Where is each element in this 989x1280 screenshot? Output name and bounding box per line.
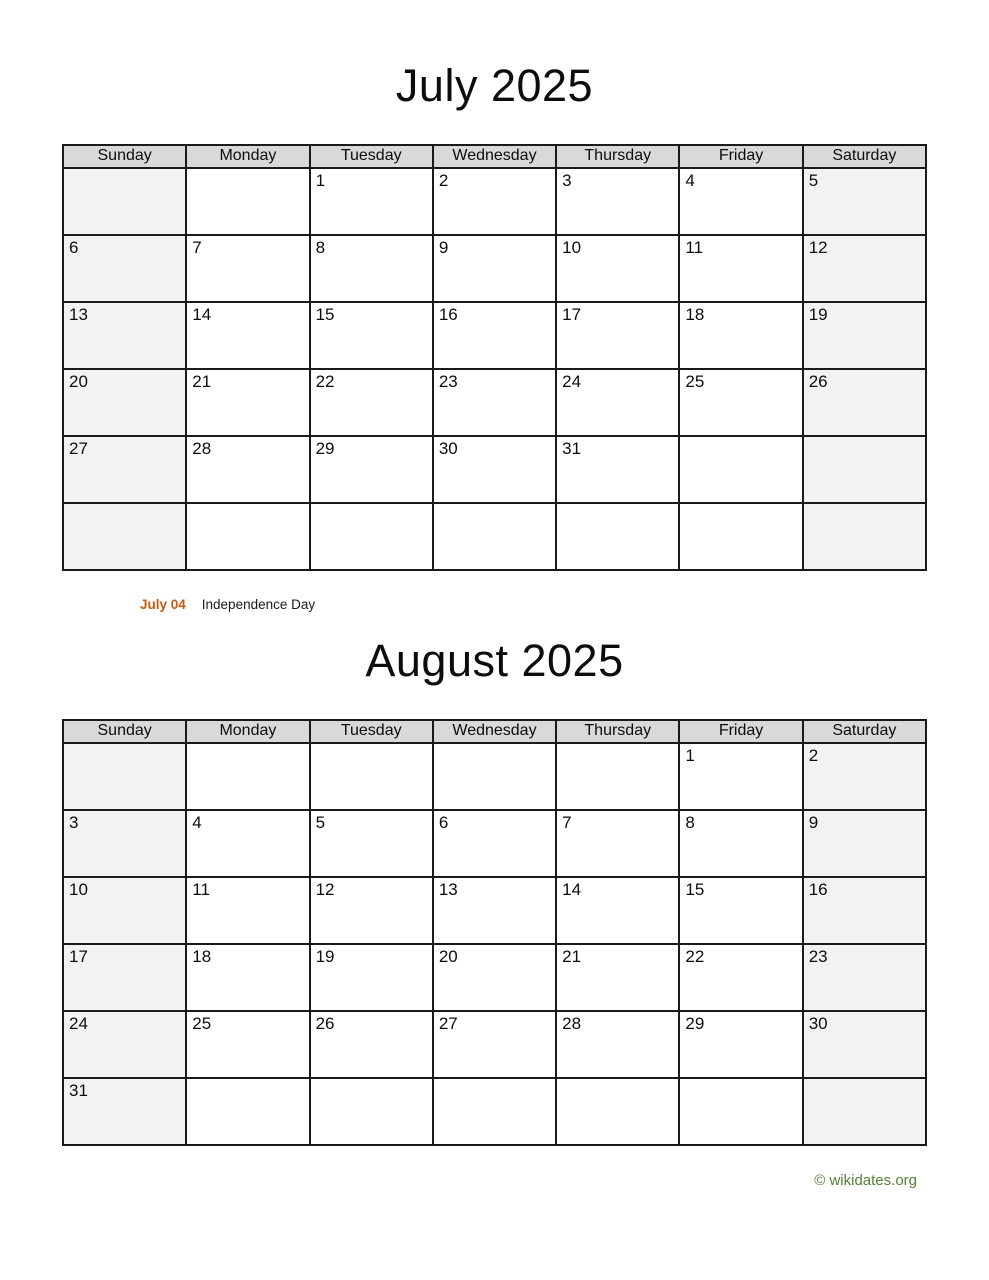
calendar-cell — [186, 235, 309, 302]
day-number: 27 — [438, 1014, 458, 1033]
calendar-cell — [433, 503, 556, 570]
day-number: 9 — [808, 813, 819, 832]
calendar-cell — [556, 168, 679, 235]
day-number: 28 — [192, 439, 212, 458]
day-header-cell-wednesday: Wednesday — [433, 145, 556, 168]
calendar-cell — [186, 302, 309, 369]
calendar-cell — [679, 1078, 802, 1145]
day-number: 20 — [438, 947, 458, 966]
day-number: 15 — [315, 305, 335, 324]
calendar-cell — [310, 369, 433, 436]
calendar-cell — [679, 369, 802, 436]
day-number: 5 — [315, 813, 326, 832]
day-number: 22 — [315, 372, 335, 391]
holiday-text: Independence Day — [201, 597, 316, 612]
calendar-cell — [679, 436, 802, 503]
calendar-cell — [556, 503, 679, 570]
calendar-cell — [679, 810, 802, 877]
calendar-cell — [186, 503, 309, 570]
calendar-week-row — [63, 877, 926, 944]
calendar-cell — [186, 1011, 309, 1078]
calendar-cell — [803, 235, 926, 302]
day-header-cell-monday: Monday — [186, 720, 309, 743]
calendar-cell — [803, 503, 926, 570]
calendar-cell — [803, 369, 926, 436]
day-number: 16 — [808, 880, 828, 899]
calendar-cell — [186, 168, 309, 235]
day-number: 12 — [315, 880, 335, 899]
day-number: 8 — [315, 238, 326, 257]
calendar-cell — [803, 810, 926, 877]
calendar-cell — [310, 503, 433, 570]
day-number: 7 — [562, 813, 572, 832]
calendar-week-row — [63, 944, 926, 1011]
calendar-cell — [803, 436, 926, 503]
holiday-date-label: July 04 — [140, 597, 186, 612]
day-header-cell-sunday: Sunday — [63, 720, 186, 743]
day-number: 18 — [685, 305, 705, 324]
calendar-table-august — [62, 719, 927, 1146]
day-number: 31 — [69, 1081, 88, 1100]
day-header-cell-wednesday: Wednesday — [433, 720, 556, 743]
calendar-cell — [556, 1078, 679, 1145]
day-header-cell-thursday: Thursday — [556, 720, 679, 743]
calendar-cell — [433, 1011, 556, 1078]
calendar-week-row — [63, 302, 926, 369]
day-header-cell-saturday: Saturday — [803, 145, 926, 168]
day-number: 21 — [562, 947, 582, 966]
calendar-cell — [679, 503, 802, 570]
day-number: 2 — [438, 171, 449, 190]
calendar-cell — [433, 944, 556, 1011]
calendar-cell — [679, 235, 802, 302]
day-number: 13 — [69, 305, 88, 324]
day-number: 26 — [315, 1014, 335, 1033]
calendar-cell — [310, 436, 433, 503]
day-number: 19 — [808, 305, 828, 324]
calendar-cell — [556, 944, 679, 1011]
day-header-cell-friday: Friday — [679, 145, 802, 168]
day-number: 28 — [562, 1014, 582, 1033]
day-number: 17 — [562, 305, 582, 324]
calendar-cell — [556, 877, 679, 944]
calendar-cell — [679, 944, 802, 1011]
day-number: 22 — [685, 947, 705, 966]
calendar-cell — [310, 235, 433, 302]
calendar-table-july — [62, 144, 927, 571]
calendar-cell — [63, 1011, 186, 1078]
day-number: 31 — [562, 439, 582, 458]
day-number: 10 — [69, 880, 88, 899]
calendar-cell — [310, 168, 433, 235]
calendar-cell — [63, 1078, 186, 1145]
calendar-cell — [186, 944, 309, 1011]
calendar-cell — [63, 302, 186, 369]
month-section-july — [0, 0, 989, 613]
day-header-cell-sunday: Sunday — [63, 145, 186, 168]
day-number: 30 — [438, 439, 458, 458]
day-header-cell-thursday: Thursday — [556, 145, 679, 168]
day-number: 3 — [69, 813, 79, 832]
calendar-week-row — [63, 168, 926, 235]
calendar-week-row — [63, 436, 926, 503]
calendar-cell — [803, 877, 926, 944]
day-number: 26 — [808, 372, 828, 391]
calendar-week-row — [63, 369, 926, 436]
day-number: 30 — [808, 1014, 828, 1033]
calendar-cell — [63, 877, 186, 944]
calendar-cell — [310, 743, 433, 810]
calendar-cell — [556, 436, 679, 503]
day-number: 14 — [192, 305, 212, 324]
calendar-cell — [679, 1011, 802, 1078]
day-number: 15 — [685, 880, 705, 899]
day-header-cell-friday: Friday — [679, 720, 802, 743]
calendar-cell — [63, 436, 186, 503]
day-number: 3 — [562, 171, 572, 190]
calendar-week-row — [63, 1078, 926, 1145]
calendar-cell — [186, 877, 309, 944]
day-header-row — [63, 145, 926, 168]
calendar-cell — [433, 877, 556, 944]
calendar-cell — [186, 743, 309, 810]
calendar-cell — [63, 503, 186, 570]
day-number: 25 — [192, 1014, 212, 1033]
day-number: 8 — [685, 813, 695, 832]
day-number: 4 — [192, 813, 202, 832]
calendar-cell — [63, 369, 186, 436]
footer-credit: © wikidates.org — [814, 1172, 917, 1189]
calendar-cell — [186, 810, 309, 877]
calendar-cell — [433, 369, 556, 436]
calendar-cell — [556, 302, 679, 369]
calendar-cell — [803, 944, 926, 1011]
calendar-cell — [310, 302, 433, 369]
calendar-cell — [310, 810, 433, 877]
day-number: 4 — [685, 171, 695, 190]
day-number: 27 — [69, 439, 88, 458]
calendar-cell — [63, 168, 186, 235]
day-number: 11 — [685, 238, 704, 257]
calendar-cell — [186, 1078, 309, 1145]
calendar-cell — [679, 877, 802, 944]
calendar-cell — [803, 743, 926, 810]
month-title-august: August 2025 — [365, 635, 624, 686]
calendar-cell — [433, 302, 556, 369]
calendar-cell — [433, 743, 556, 810]
day-number: 25 — [685, 372, 705, 391]
day-header-cell-tuesday: Tuesday — [310, 145, 433, 168]
calendar-cell — [63, 944, 186, 1011]
day-number: 12 — [808, 238, 828, 257]
calendar-cell — [310, 1011, 433, 1078]
calendar-cell — [310, 944, 433, 1011]
day-number: 21 — [192, 372, 212, 391]
day-number: 6 — [438, 813, 449, 832]
calendar-week-row — [63, 1011, 926, 1078]
day-number: 10 — [562, 238, 582, 257]
calendar-cell — [63, 810, 186, 877]
day-number: 7 — [192, 238, 202, 257]
day-number: 11 — [192, 880, 210, 899]
day-number: 2 — [808, 746, 819, 765]
day-number: 16 — [438, 305, 458, 324]
day-number: 24 — [69, 1014, 88, 1033]
calendar-cell — [310, 877, 433, 944]
day-number: 19 — [315, 947, 335, 966]
month-section-august — [0, 613, 989, 1146]
calendar-cell — [556, 810, 679, 877]
day-number: 20 — [69, 372, 88, 391]
calendar-cell — [803, 302, 926, 369]
calendar-week-row — [63, 235, 926, 302]
calendar-week-row — [63, 743, 926, 810]
day-number: 23 — [438, 372, 458, 391]
month-title-july: July 2025 — [395, 60, 594, 111]
calendar-cell — [433, 168, 556, 235]
calendar-cell — [679, 302, 802, 369]
day-number: 23 — [808, 947, 828, 966]
calendar-cell — [556, 743, 679, 810]
day-number: 13 — [438, 880, 458, 899]
calendar-cell — [803, 1011, 926, 1078]
day-number: 17 — [69, 947, 88, 966]
day-number: 1 — [685, 746, 695, 765]
calendar-week-row — [63, 503, 926, 570]
calendar-cell — [310, 1078, 433, 1145]
day-number: 9 — [438, 238, 449, 257]
day-number: 6 — [69, 238, 79, 257]
calendar-cell — [433, 810, 556, 877]
calendar-cell — [433, 1078, 556, 1145]
day-number: 24 — [562, 372, 582, 391]
day-number: 1 — [315, 171, 326, 190]
day-header-row — [63, 720, 926, 743]
calendar-cell — [556, 235, 679, 302]
calendar-cell — [186, 369, 309, 436]
day-header-cell-monday: Monday — [186, 145, 309, 168]
day-number: 14 — [562, 880, 582, 899]
calendar-cell — [63, 743, 186, 810]
holiday-note — [0, 596, 989, 613]
day-header-cell-tuesday: Tuesday — [310, 720, 433, 743]
day-number: 18 — [192, 947, 212, 966]
calendar-cell — [186, 436, 309, 503]
calendar-cell — [679, 168, 802, 235]
day-number: 29 — [315, 439, 335, 458]
day-number: 29 — [685, 1014, 705, 1033]
calendar-cell — [556, 1011, 679, 1078]
calendar-cell — [803, 1078, 926, 1145]
calendar-cell — [556, 369, 679, 436]
day-header-cell-saturday: Saturday — [803, 720, 926, 743]
calendar-cell — [433, 436, 556, 503]
calendar-cell — [803, 168, 926, 235]
calendar-week-row — [63, 810, 926, 877]
calendar-cell — [63, 235, 186, 302]
day-number: 5 — [808, 171, 819, 190]
calendar-cell — [433, 235, 556, 302]
calendar-cell — [679, 743, 802, 810]
